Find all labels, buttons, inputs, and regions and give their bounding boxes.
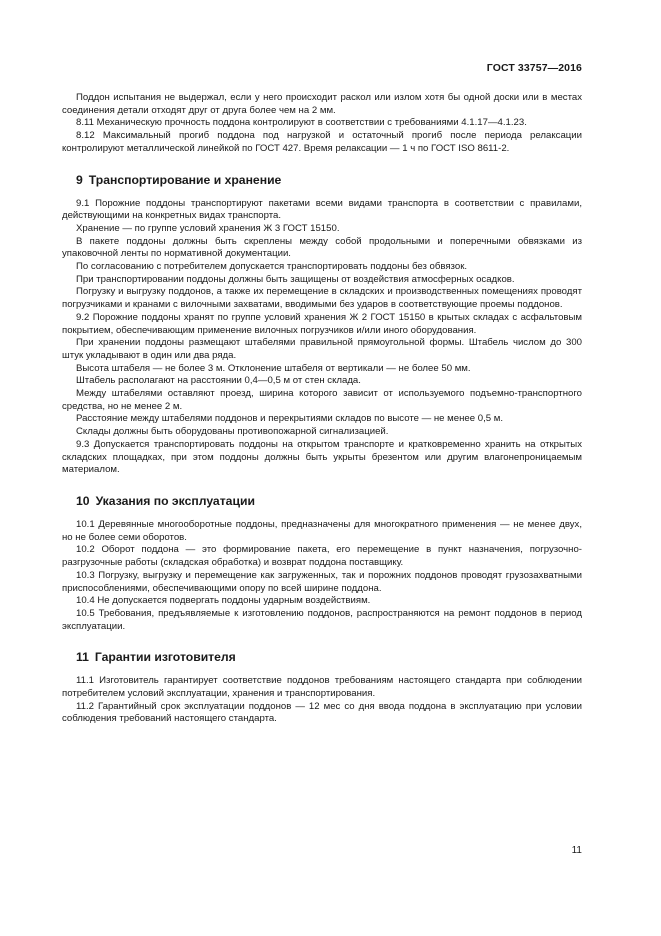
paragraph: 9.1 Порожние поддоны транспортируют пакетами всеми видами транспорта в соответствии с правилами, действующими на конкретных видах транспорта. — [62, 197, 582, 222]
paragraph: 8.12 Максимальный прогиб поддона под нагрузкой и остаточный прогиб после периода релаксации контролируют металлической линейкой по ГОСТ 427. Время релаксации — 1 ч по ГОСТ ISO 8611-2. — [62, 130, 582, 154]
paragraph: 11.1 Изготовитель гарантирует соответствие поддонов требованиям настоящего стандарта при соблюдении потребителем условий эксплуатации, хранения и транспортирования. — [62, 675, 582, 700]
section-heading-10 — [62, 494, 582, 508]
section-title: Транспортирование и хранение — [88, 172, 282, 187]
paragraph: Штабель располагают на расстоянии 0,4—0,5 м от стен склада. — [76, 375, 361, 387]
paragraph: Погрузку и выгрузку поддонов, а также их перемещение в складских и производственных помещениях проводят погрузчиками и кранами с вилочными захватами, вводимыми без ударов в соответствующие проемы поддонов. — [62, 286, 582, 311]
paragraph: Поддон испытания не выдержал, если у него происходит раскол или излом хотя бы одной доски или в местах соединения детали отходят друг от друга более чем на 2 мм. — [62, 92, 582, 116]
section-title: Указания по эксплуатации — [95, 493, 255, 508]
document-code-header: ГОСТ 33757—2016 — [486, 62, 582, 74]
paragraph: Высота штабеля — не более 3 м. Отклонение штабеля от вертикали — не более 50 мм. — [76, 362, 471, 374]
section-heading-11 — [62, 650, 582, 664]
paragraph: 10.5 Требования, предъявляемые к изготовлению поддонов, распространяются на ремонт поддонов в период эксплуатации. — [62, 607, 582, 632]
page-number: 11 — [571, 845, 582, 856]
paragraph: 9.2 Порожние поддоны хранят по группе условий хранения Ж 2 ГОСТ 15150 в крытых складах с асфальтовым покрытием, обеспечивающим применение вилочных погрузчиков и/или иного оборудования. — [62, 311, 582, 336]
paragraph: В пакете поддоны должны быть скреплены между собой продольными и поперечными обвязками из упаковочной ленты по нормативной документации. — [62, 235, 582, 260]
paragraph: 9.3 Допускается транспортировать поддоны на открытом транспорте и кратковременно хранить на открытых складских площадках, при этом поддоны должны быть укрыты брезентом или другим влагонепроницаемым материалом. — [62, 438, 582, 476]
paragraph: 10.4 Не допускается подвергать поддоны ударным воздействиям. — [76, 595, 371, 607]
section-number: 9 — [76, 172, 83, 187]
paragraph: Склады должны быть оборудованы противопожарной сигнализацией. — [76, 426, 389, 438]
section-heading-9 — [62, 173, 582, 187]
paragraph: 10.2 Оборот поддона — это формирование пакета, его перемещение в пункт назначения, погрузочно-разгрузочные работы (складская обработка) и возврат поддона поставщику. — [62, 544, 582, 569]
paragraph: 10.3 Погрузку, выгрузку и перемещение как загруженных, так и порожних поддонов проводят грузозахватными приспособлениями, обеспечивающими опору по всей ширине поддона. — [62, 569, 582, 594]
paragraph: По согласованию с потребителем допускается транспортировать поддоны без обвязок. — [76, 261, 468, 273]
paragraph: При транспортировании поддоны должны быть защищены от воздействия атмосферных осадков. — [76, 273, 515, 285]
paragraph: Между штабелями оставляют проезд, ширина которого зависит от используемого подъемно-транспортного средства, но не менее 2 м. — [62, 388, 582, 412]
paragraph: 11.2 Гарантийный срок эксплуатации поддонов — 12 мес со дня ввода поддона в эксплуатацию при условии соблюдения требований настоящего стандарта. — [62, 700, 582, 725]
section-title: Гарантии изготовителя — [94, 650, 236, 665]
document-body — [62, 92, 582, 726]
section-number: 10 — [76, 493, 90, 508]
paragraph: Расстояние между штабелями поддонов и перекрытиями складов по высоте — не менее 0,5 м. — [76, 413, 504, 425]
paragraph: Хранение — по группе условий хранения Ж 3 ГОСТ 15150. — [76, 222, 340, 234]
section-number: 11 — [76, 650, 89, 665]
paragraph: 8.11 Механическую прочность поддона контролируют в соответствии с требованиями 4.1.17—4.1.23. — [76, 117, 527, 129]
paragraph: При хранении поддоны размещают штабелями правильной прямоугольной формы. Штабель числом до 300 штук укладывают в один или два ряда. — [62, 337, 582, 361]
paragraph: 10.1 Деревянные многооборотные поддоны, предназначены для многократного применения — не менее двух, но не более семи оборотов. — [62, 518, 582, 543]
